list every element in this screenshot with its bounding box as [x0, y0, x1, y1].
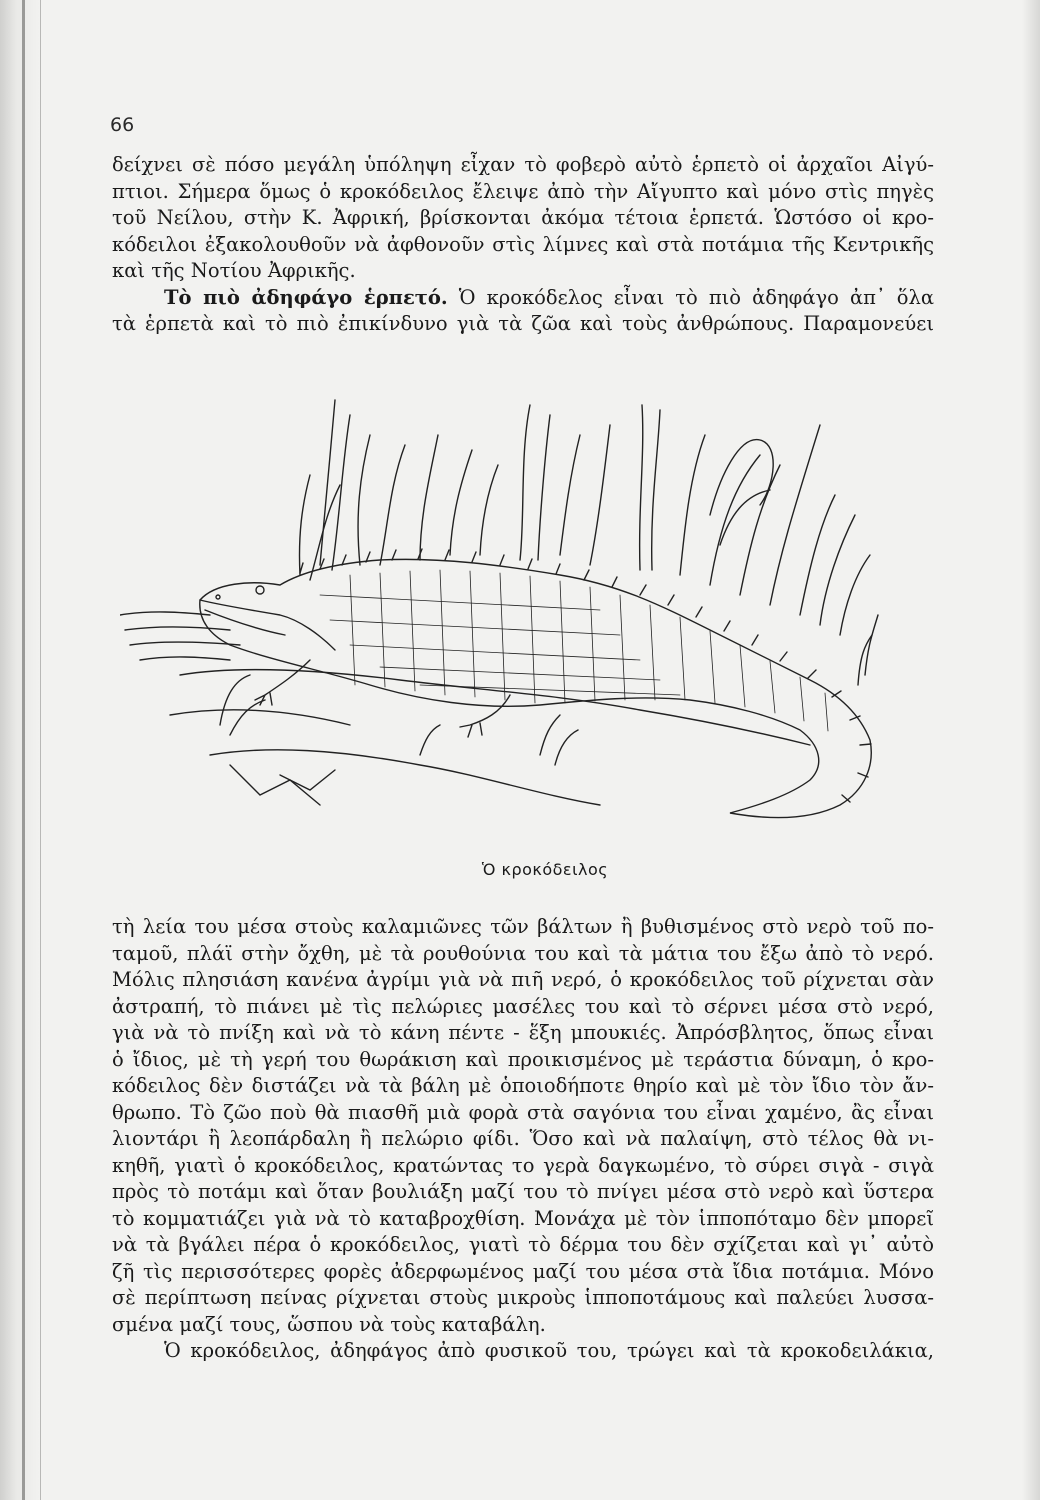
text-line: Ὁ κροκόδειλος, ἀδηφάγος ἀπὸ φυσικοῦ του, τρώγει καὶ τὰ κροκοδειλάκια,	[164, 1339, 934, 1362]
text-line: καὶ τῆς Νοτίου Ἀφρικῆς.	[112, 259, 356, 282]
section-first-line	[112, 285, 934, 312]
page-number: 66	[110, 114, 135, 136]
text-line: σμένα μαζί τους, ὥσπου νὰ τοὺς καταβάλη.	[112, 1312, 546, 1336]
text-line: ταμοῦ, πλάϊ στὴν ὄχθη, μὲ τὰ ρουθούνια του καὶ τὰ μάτια του ἔξω ἀπὸ τὸ νερό.	[112, 941, 934, 965]
text-line: νὰ τὰ βγάλει πέρα ὁ κροκόδειλος, γιατὶ τὸ δέρμα του δὲν σχίζεται καὶ γι᾿ αὐτὸ	[112, 1233, 934, 1256]
figure-caption	[0, 860, 1040, 879]
text-line: δείχνει σὲ πόσο μεγάλη ὑπόληψη εἶχαν τὸ φοβερὸ αὐτὸ ἑρπετὸ οἱ ἀρχαῖοι Αἰγύ-	[112, 153, 934, 176]
text-line: Μόλις πλησιάση κανένα ἀγρίμι γιὰ νὰ πιῆ νερό, ὁ κροκόδειλος τοῦ ρίχνεται σὰν	[112, 968, 934, 991]
text-line: ἀστραπή, τὸ πιάνει μὲ τὶς πελώριες μασέλες του καὶ τὸ σέρνει μέσα στὸ νερό,	[112, 994, 934, 1018]
text-line: πτιοι. Σήμερα ὅμως ὁ κροκόδειλος ἔλειψε ἀπὸ τὴν Αἴγυπτο καὶ μόνο στὶς πηγὲς	[112, 179, 934, 203]
text-line: θρωπο. Τὸ ζῶο ποὺ θὰ πιασθῆ μιὰ φορὰ στὰ σαγόνια του εἶναι χαμένο, ἂς εἶναι	[112, 1100, 934, 1124]
section-first-line-text: Ὁ κροκόδελος εἶναι τὸ πιὸ ἀδηφάγο ἀπ᾿ ὅλα	[458, 285, 934, 309]
top-paragraph	[112, 152, 934, 338]
text-line: τοῦ Νείλου, στὴν Κ. Ἀφρική, βρίσκονται ἀκόμα τέτοια ἑρπετά. Ὡστόσο οἱ κρο-	[112, 206, 934, 229]
text-line: κηθῆ, γιατὶ ὁ κροκόδειλος, κρατώντας το γερὰ δαγκωμένο, τὸ σύρει σιγὰ - σιγὰ	[112, 1153, 934, 1177]
text-line: γιὰ νὰ τὸ πνίξη καὶ νὰ τὸ κάνη πέντε - ἕξη μπουκιές. Ἀπρόσβλητος, ὅπως εἶναι	[112, 1021, 934, 1044]
crocodile-drawing	[120, 395, 890, 840]
text-line: κόδειλοι ἐξακολουθοῦν νὰ ἀφθονοῦν στὶς λίμνες καὶ στὰ ποτάμια τῆς Κεντρικῆς	[112, 232, 934, 256]
text-line: πρὸς τὸ ποτάμι καὶ ὅταν βουλιάξη μαζί του τὸ πνίγει μέσα στὸ νερὸ καὶ ὕστερα	[112, 1180, 934, 1203]
text-line: τὸ κομματιάζει γιὰ νὰ τὸ καταβροχθίση. Μονάχα μὲ τὸν ἱπποπόταμο δὲν μπορεῖ	[112, 1206, 934, 1230]
page-binding-edge	[0, 0, 41, 1500]
text-line: κόδειλος δὲν διστάζει νὰ τὰ βάλη μὲ ὁποιοδήποτε θηρίο καὶ μὲ τὸν ἴδιο τὸν ἄν-	[112, 1074, 934, 1097]
text-line: ὁ ἴδιος, μὲ τὴ γερή του θωράκιση καὶ προικισμένος μὲ τεράστια δύναμη, ὁ κρο-	[112, 1047, 934, 1071]
text-line: τὴ λεία του μέσα στοὺς καλαμιῶνες τῶν βάλτων ἢ βυθισμένος στὸ νερὸ τοῦ πο-	[112, 915, 934, 938]
text-line: λιοντάρι ἢ λεοπάρδαλη ἢ πελώριο φίδι. Ὅσο καὶ νὰ παλαίψη, στὸ τέλος θὰ νι-	[112, 1127, 934, 1150]
text-line: τὰ ἑρπετὰ καὶ τὸ πιὸ ἐπικίνδυνο γιὰ τὰ ζῶα καὶ τοὺς ἀνθρώπους. Παραμονεύει	[112, 312, 934, 335]
text-line: σὲ περίπτωση πείνας ρίχνεται στοὺς μικροὺς ἱπποποτάμους καὶ παλεύει λυσσα-	[112, 1286, 934, 1309]
figure-caption-text: Ὁ κροκόδειλος	[481, 860, 609, 879]
crocodile-illustration	[120, 395, 890, 840]
bottom-paragraph	[112, 914, 934, 1365]
page-right-edge	[1022, 0, 1040, 1500]
text-line: ζῆ τὶς περισσότερες φορὲς ἀδερφωμένος μαζί του μέσα στὰ ἴδια ποτάμια. Μόνο	[112, 1259, 934, 1283]
section-heading: Τὸ πιὸ ἀδηφάγο ἑρπετό.	[164, 285, 448, 309]
